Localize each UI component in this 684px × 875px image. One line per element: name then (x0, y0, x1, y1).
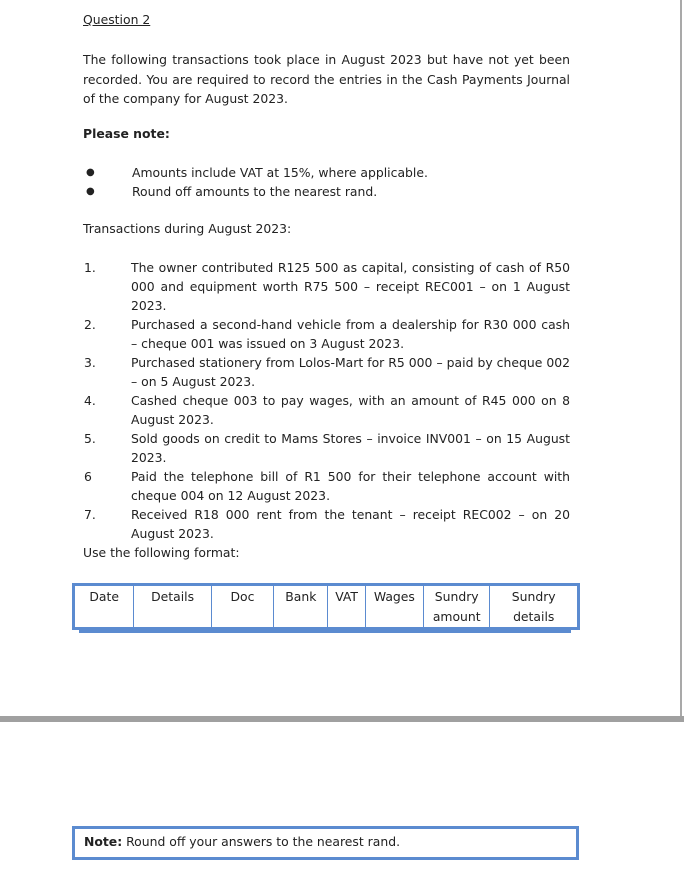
transaction-item (83, 467, 570, 505)
footer-note-text: Round off your answers to the nearest rand. (122, 834, 401, 849)
transactions-list (83, 258, 570, 543)
transaction-text: The owner contributed R125 500 as capital, consisting of cash of R50 000 and equipment worth R75 500 – receipt REC001 – on 1 August 2023. (131, 260, 570, 313)
note-text: Amounts include VAT at 15%, where applicable. (132, 165, 428, 180)
column-header-date: Date (89, 589, 119, 604)
list-item (83, 182, 573, 201)
list-item (83, 163, 573, 182)
page-divider (0, 716, 684, 722)
footer-note-label: Note: (84, 834, 123, 849)
transaction-item (83, 429, 570, 467)
intro-paragraph: The following transactions took place in August 2023 but have not yet been recorded. You are required to record the entries in the Cash Payments Journal of the company for August 2023. (83, 52, 570, 106)
transaction-text: Purchased a second-hand vehicle from a dealership for R30 000 cash – cheque 001 was issued on 3 August 2023. (131, 317, 570, 351)
question-heading: Question 2 (83, 12, 151, 27)
transaction-number: 5. (84, 431, 96, 446)
transaction-text: Sold goods on credit to Mams Stores – invoice INV001 – on 15 August 2023. (131, 431, 570, 465)
transaction-item (83, 315, 570, 353)
table-underline (79, 630, 571, 633)
column-header-doc: Doc (211, 585, 273, 629)
transaction-text: Paid the telephone bill of R1 500 for their telephone account with cheque 004 on 12 August 2023. (131, 469, 570, 503)
column-header-sundry-amount: Sundry amount (424, 585, 490, 629)
transaction-item (83, 391, 570, 429)
transactions-title: Transactions during August 2023: (83, 221, 292, 236)
bullet-icon: ● (86, 186, 95, 197)
transaction-number: 1. (84, 260, 96, 275)
transaction-number: 4. (84, 393, 96, 408)
transaction-number: 7. (84, 507, 96, 522)
cash-payments-journal-format-table (72, 583, 580, 630)
column-header-bank: Bank (274, 585, 328, 629)
transaction-number: 2. (84, 317, 96, 332)
transaction-item (83, 353, 570, 391)
column-header-vat: VAT (328, 585, 365, 629)
transaction-text: Purchased stationery from Lolos-Mart for R5 000 – paid by cheque 002 – on 5 August 2023. (131, 355, 570, 389)
format-title: Use the following format: (83, 545, 240, 560)
column-header-details: Details (134, 585, 211, 629)
transaction-item (83, 505, 570, 543)
column-header-sundry-details: Sundry details (490, 585, 579, 629)
transaction-text: Received R18 000 rent from the tenant – receipt REC002 – on 20 August 2023. (131, 507, 570, 541)
column-header-wages: Wages (365, 585, 423, 629)
please-note-title: Please note: (83, 126, 170, 141)
transaction-number: 3. (84, 355, 96, 370)
transaction-item (83, 258, 570, 315)
transaction-text: Cashed cheque 003 to pay wages, with an amount of R45 000 on 8 August 2023. (131, 393, 570, 427)
notes-list (83, 163, 573, 201)
page-edge-rule (680, 0, 682, 716)
transaction-number: 6 (84, 469, 92, 484)
note-text: Round off amounts to the nearest rand. (132, 184, 378, 199)
bullet-icon: ● (86, 167, 95, 178)
table-header-row (74, 585, 579, 629)
footer-note-box (72, 826, 579, 860)
